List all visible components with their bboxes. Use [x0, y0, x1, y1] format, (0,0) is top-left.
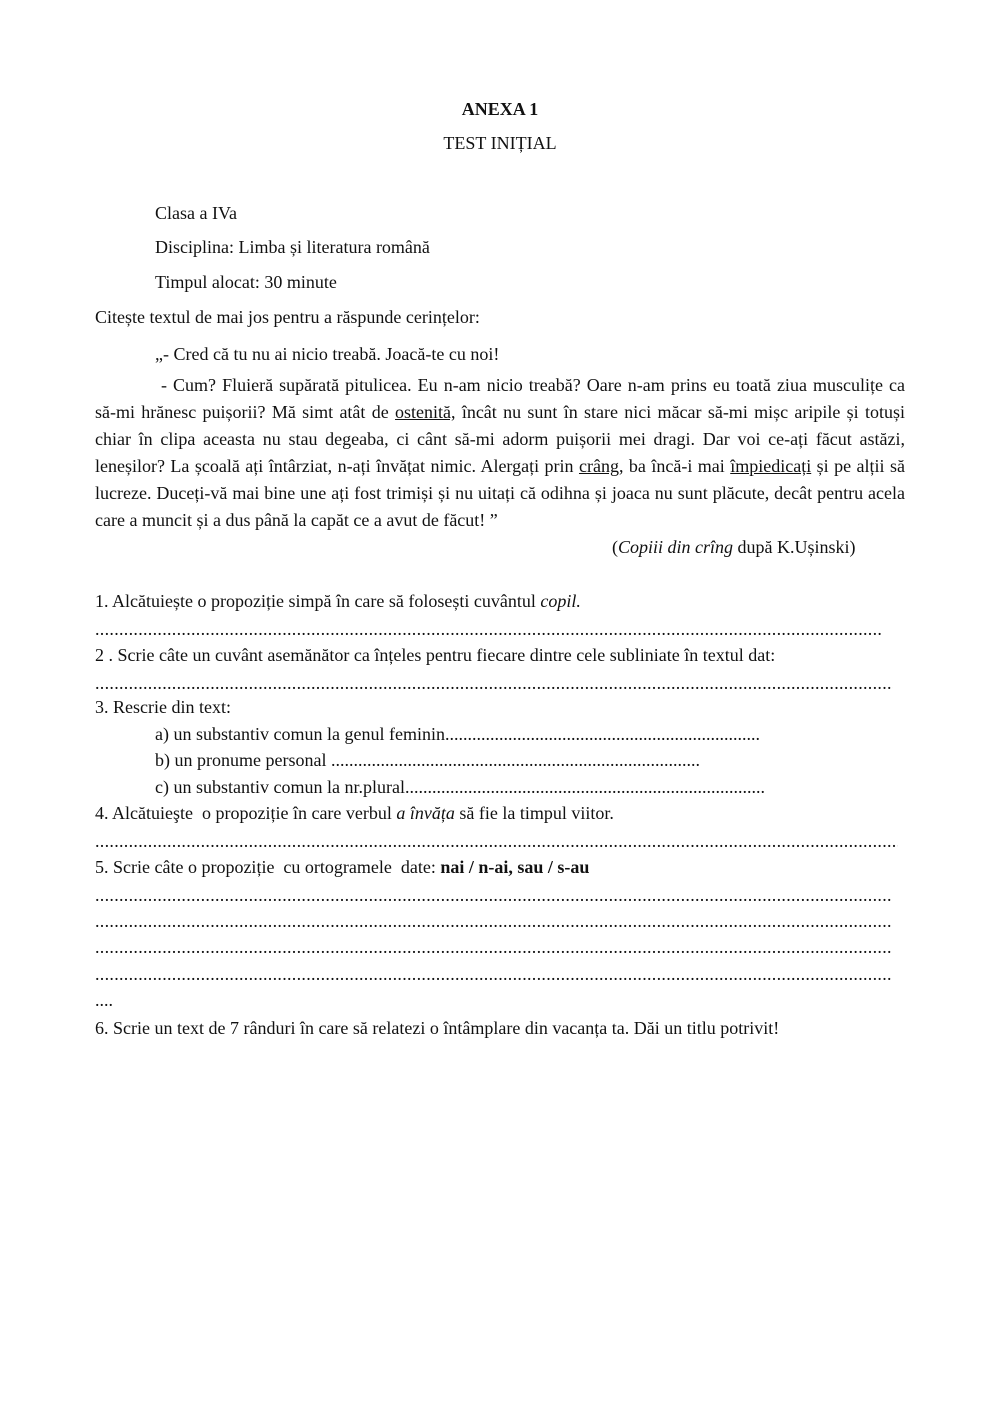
time-label: Timpul alocat: 30 minute	[155, 272, 337, 292]
instruction-text: Citește textul de mai jos pentru a răspunde cerințelor:	[95, 307, 480, 327]
answer-line-5d[interactable]	[95, 961, 902, 987]
question-1-word: copil.	[540, 591, 581, 611]
question-3b: b) un pronume personal ..................................................................................	[155, 750, 700, 770]
question-3a: a) un substantiv comun la genul feminin......................................................................	[155, 724, 760, 744]
answer-line-5b[interactable]	[95, 908, 902, 934]
class-label: Clasa a IVa	[155, 203, 237, 223]
question-5-orthograms: nai / n-ai, sau / s-au	[440, 857, 590, 877]
answer-line-4[interactable]	[95, 828, 898, 854]
question-3: 3. Rescrie din text:	[95, 697, 231, 717]
question-5: 5. Scrie câte o propoziție cu ortogramele date: nai / n-ai, sau / s-au	[95, 857, 590, 877]
passage-part-4: și pe alții să lucreze. Duceți-vă mai bine une ați fost trimiși și nu uitați că odihna și joaca nu sunt plăcute, decât pentru acela care a muncit și a dus până la capăt ce a avut de făcut! ”	[95, 456, 905, 530]
passage-first-line: „- Cred că tu nu ai nicio treabă. Joacă-te cu noi!	[155, 344, 500, 364]
passage-part-2: încât nu sunt în stare nici măcar să-mi mișc aripile și totuși chiar în clipa aceasta nu stau degeaba, ci cânt să-mi adorm puișorii mei dragi. Dar voi ce-ați făcut astăzi, leneșilor? La școală ați întârziat, n-ați învățat nimic. Alergați prin	[95, 402, 905, 476]
passage-source: (Copiii din crîng după K.Ușinski)	[612, 537, 856, 557]
passage-part-1: - Cum? Fluieră supărată pitulicea. Eu n-am nicio treabă? Oare n-am prins eu toată ziua musculițe ca să-mi hrănesc puișorii? Mă simt atât de	[95, 375, 905, 422]
page-title: ANEXA 1	[461, 99, 539, 119]
question-4-verb: a învăța	[396, 803, 455, 823]
question-2: 2 . Scrie câte un cuvânt asemănător ca înțeles pentru fiecare dintre cele subliniate în textul dat:	[95, 645, 776, 665]
question-4: 4. Alcătuieşte o propoziție în care verbul a învăța să fie la timpul viitor.	[95, 803, 614, 823]
answer-line-5c[interactable]	[95, 934, 902, 960]
question-6: 6. Scrie un text de 7 rânduri în care să relatezi o întâmplare din vacanța ta. Dăi un titlu potrivit!	[95, 1018, 780, 1038]
answer-line-5-tail[interactable]: ....	[95, 990, 113, 1010]
underlined-word-2: crâng,	[578, 456, 624, 476]
answer-line-5a[interactable]	[95, 882, 902, 908]
question-3c: c) un substantiv comun la nr.plural................................................................................	[155, 777, 765, 797]
answer-line-1[interactable]	[95, 616, 883, 642]
discipline-label: Disciplina: Limba și literatura română	[155, 237, 430, 257]
page-subtitle: TEST INIȚIAL	[443, 133, 557, 153]
passage-part-3: ba încă-i mai	[623, 456, 731, 476]
answer-line-2[interactable]	[95, 670, 893, 696]
question-1: 1. Alcătuiește o propoziție simpă în care să folosești cuvântul copil.	[95, 591, 581, 611]
underlined-word-3: împiedicați	[730, 456, 812, 476]
source-title: Copiii din crîng	[618, 537, 734, 557]
passage-paragraph	[95, 372, 905, 534]
underlined-word-1: ostenită,	[395, 402, 456, 422]
